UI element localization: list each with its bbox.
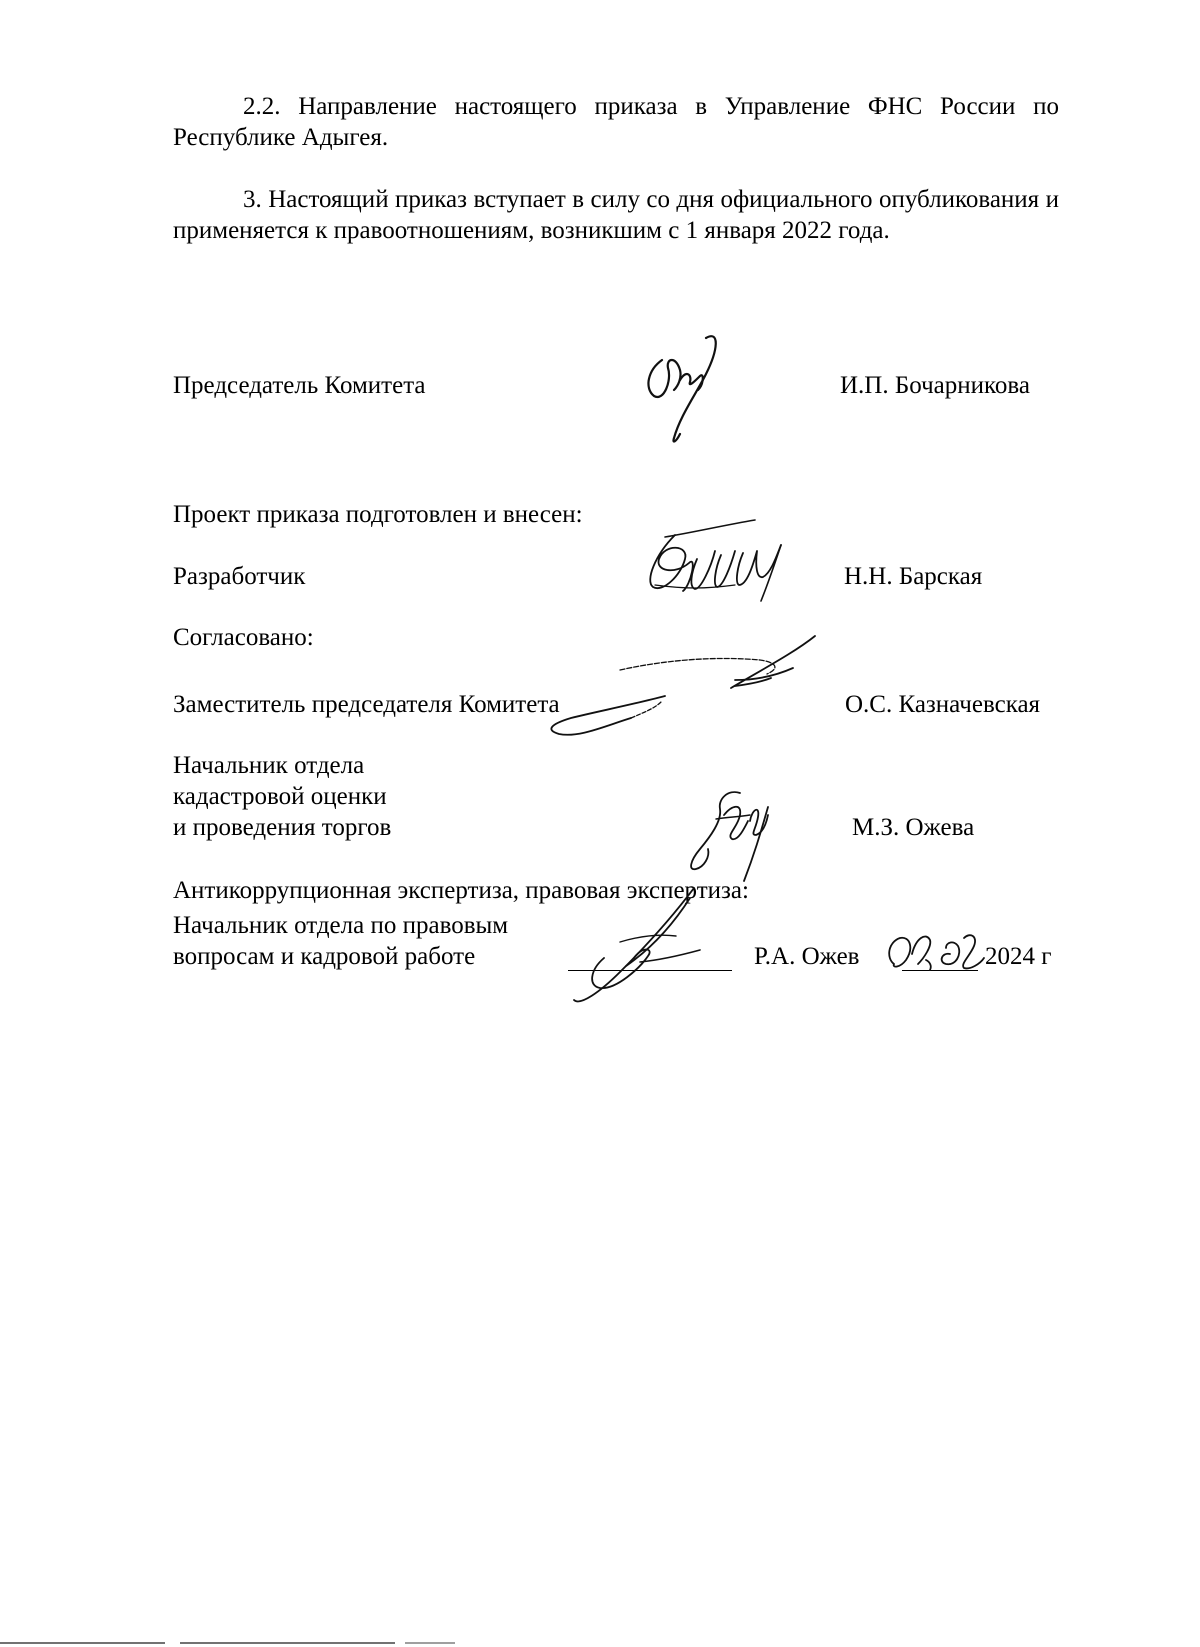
chair-title: Председатель Комитета [173, 372, 426, 399]
developer-signature-icon [645, 515, 830, 610]
agreed-header: Согласовано: [173, 624, 314, 651]
legal-head-date-handwritten-icon [880, 924, 1000, 980]
dept-head-line3: и проведения торгов [173, 814, 392, 841]
legal-head-name: Р.А. Ожев [754, 943, 860, 970]
dept-head-line2: кадастровой оценки [173, 783, 387, 810]
legal-head-date-year: 2024 г [985, 943, 1052, 970]
chair-name: И.П. Бочарникова [840, 372, 1030, 399]
deputy-title: Заместитель председателя Комитета [173, 691, 560, 718]
project-header: Проект приказа подготовлен и внесен: [173, 501, 583, 528]
legal-head-line2: вопросам и кадровой работе [173, 943, 476, 970]
scan-edge-divider [0, 1641, 1200, 1645]
legal-head-signature-icon [560, 880, 740, 1010]
developer-title: Разработчик [173, 563, 306, 590]
expertise-header: Антикоррупционная экспертиза, правовая экспертиза: [173, 877, 749, 904]
paragraph-3: 3. Настоящий приказ вступает в силу со дня официального опубликования и применяется к правоотношениям, возникшим с 1 января 2022 года. [173, 186, 1059, 244]
chair-signature-icon [640, 330, 740, 450]
paragraph-2-2: 2.2. Направление настоящего приказа в Управление ФНС России по Республике Адыгея. [173, 93, 1059, 151]
dept-head-line1: Начальник отдела [173, 752, 365, 779]
developer-name: Н.Н. Барская [844, 563, 983, 590]
deputy-name: О.С. Казначевская [845, 691, 1041, 718]
deputy-signature-icon [535, 630, 835, 745]
dept-head-name: М.З. Ожева [852, 814, 975, 841]
dept-head-signature-icon [680, 785, 790, 885]
legal-head-line1: Начальник отдела по правовым [173, 912, 509, 939]
